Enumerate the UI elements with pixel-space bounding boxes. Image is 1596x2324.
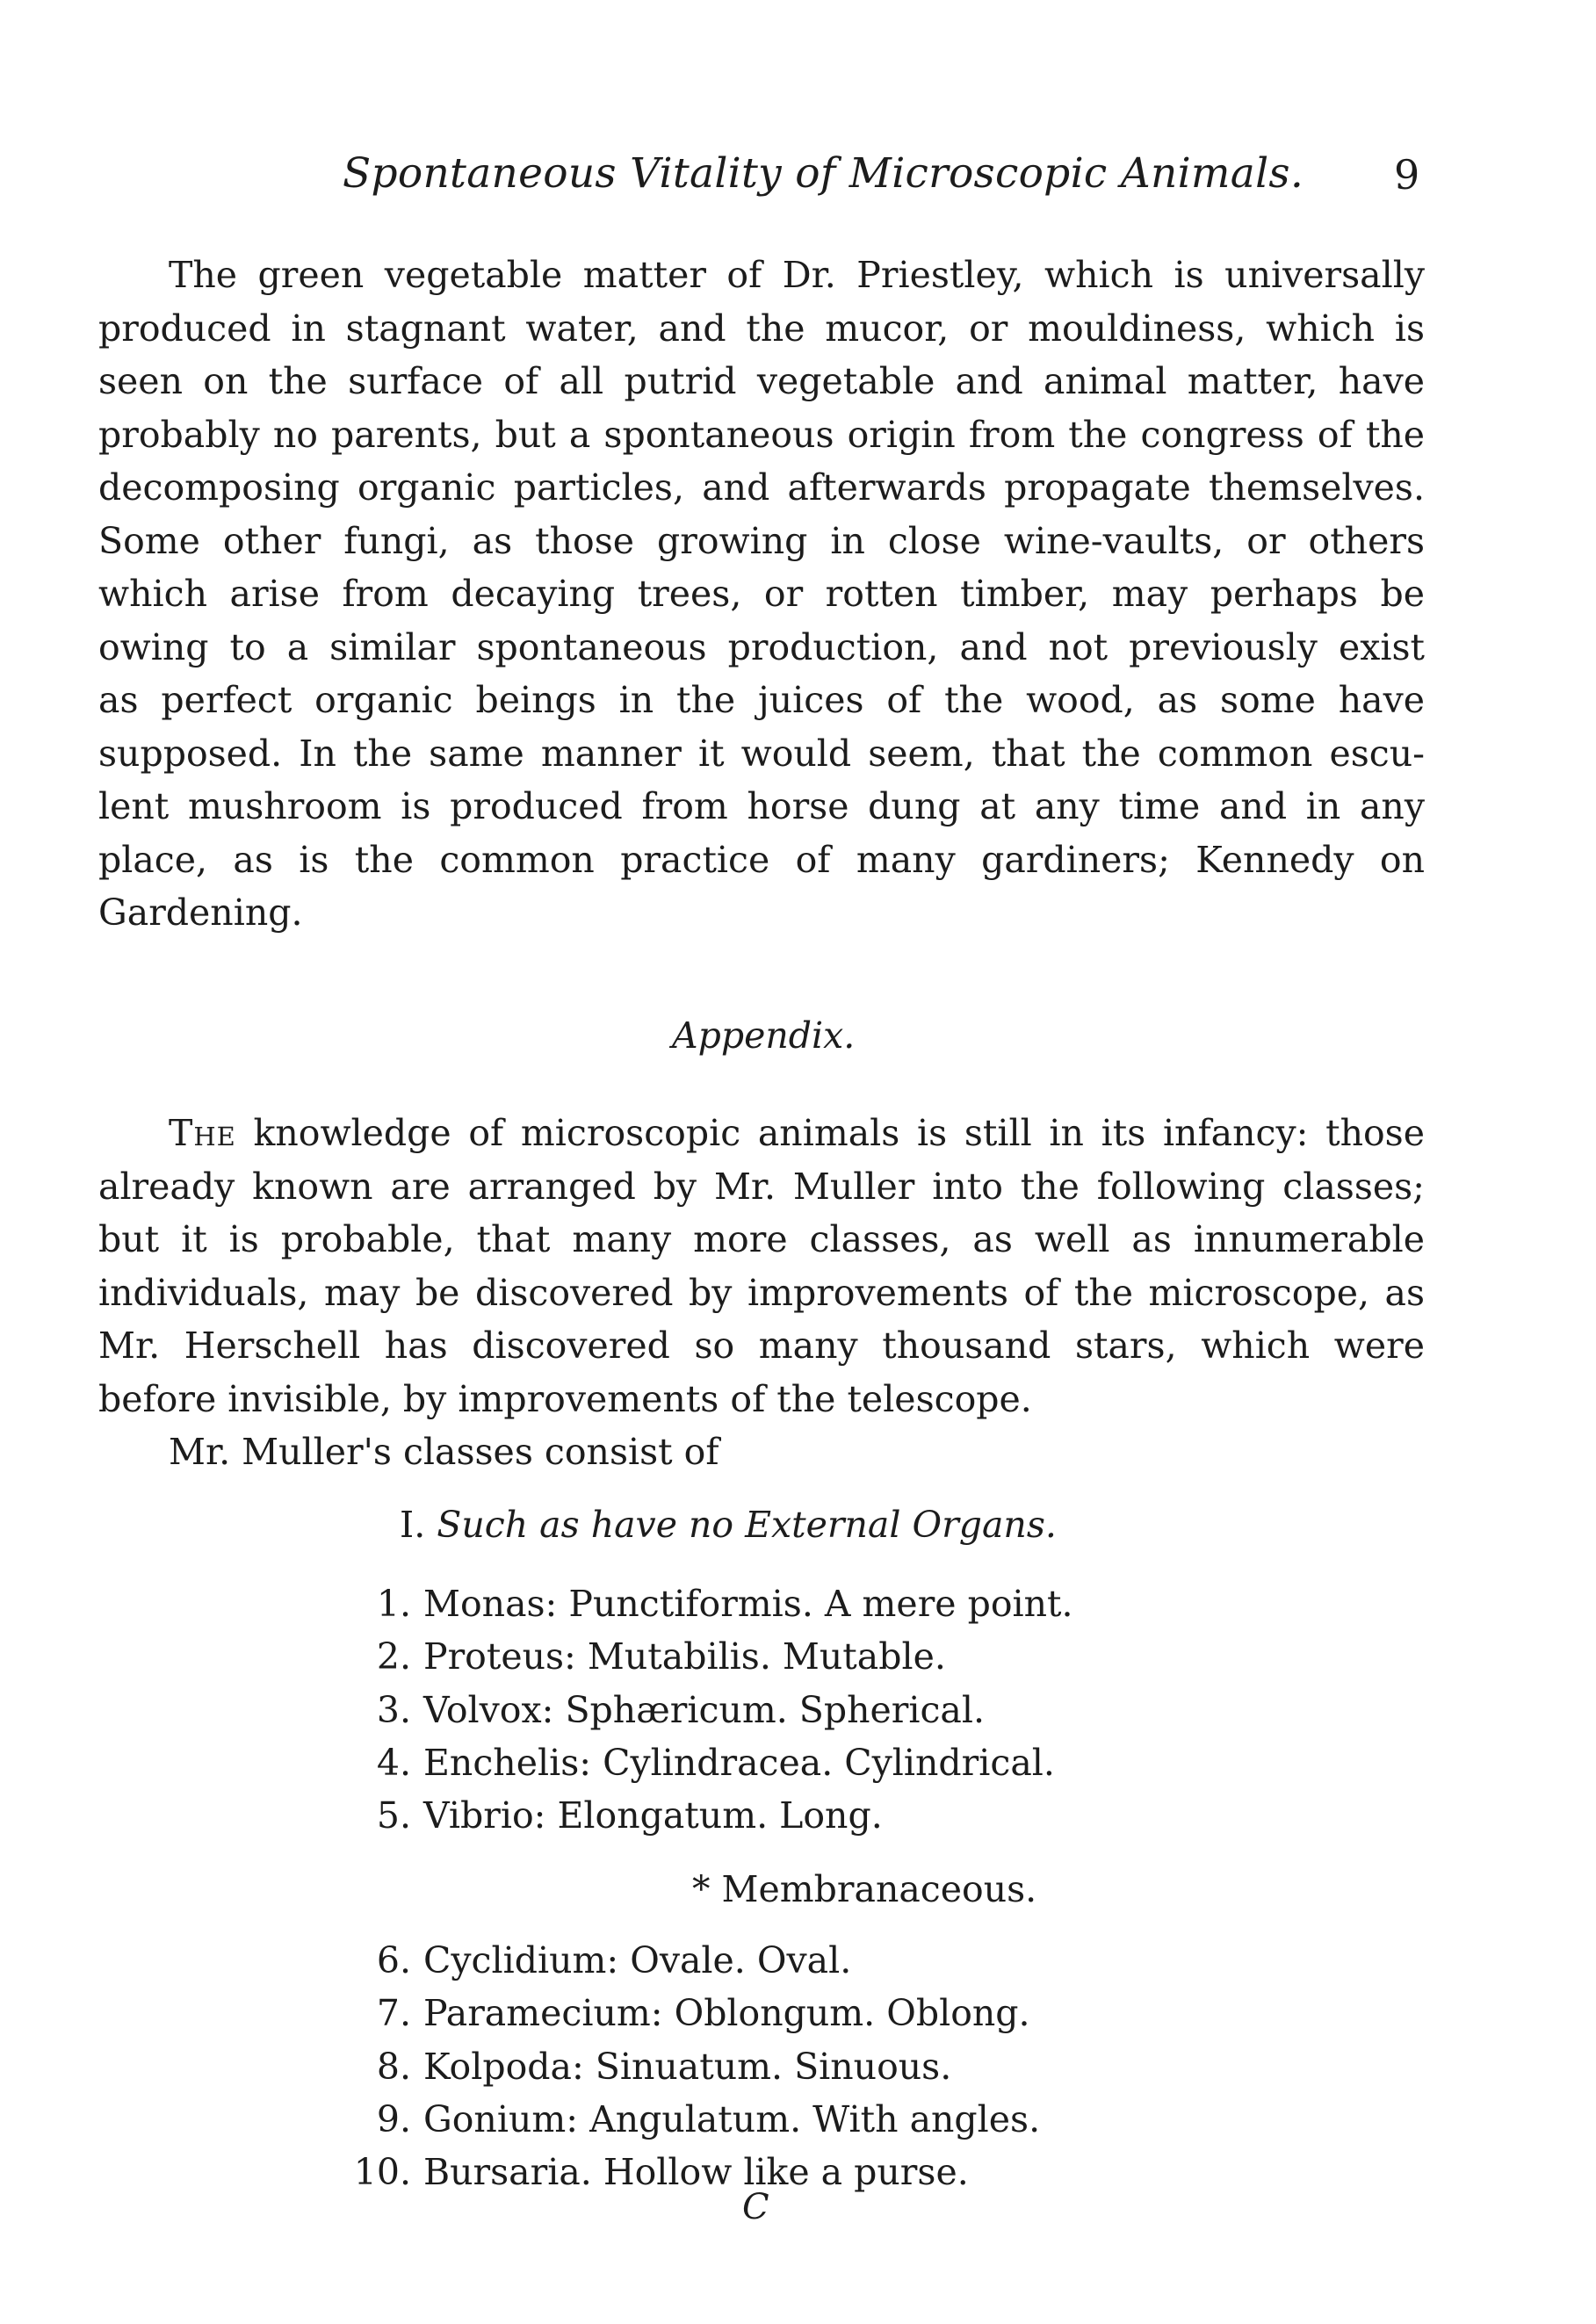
- text-line-rest: knowledge of microscopic animals is still in its infancy: those: [235, 1112, 1425, 1154]
- list-text: Vibrio: Elongatum. Long.: [423, 1794, 883, 1837]
- text-line: produced in stagnant water, and the mucor, or mouldiness, which is: [98, 307, 1425, 350]
- paragraph-appendix: [98, 1107, 1425, 1479]
- list-text: Proteus: Mutabilis. Mutable.: [423, 1635, 946, 1678]
- classes-intro: Mr. Muller's classes consist of: [169, 1431, 719, 1473]
- text-line: The green vegetable matter of Dr. Priestley, which is universally: [169, 254, 1425, 296]
- list-number: 1.: [376, 1583, 411, 1625]
- text-line: before invisible, by improvements of the telescope.: [98, 1377, 1032, 1420]
- list-number: 4.: [376, 1741, 411, 1784]
- list-number: 5.: [376, 1794, 411, 1837]
- text-line: as perfect organic beings in the juices of the wood, as some have: [98, 679, 1425, 721]
- text-line: individuals, may be discovered by improvements of the microscope, as: [98, 1271, 1425, 1314]
- list-number: 7.: [376, 1992, 411, 2035]
- list-item: [351, 2146, 1040, 2198]
- list-text: Paramecium: Oblongum. Oblong.: [423, 1992, 1030, 2035]
- signature-mark: C: [742, 2187, 769, 2227]
- list-text: Monas: Punctiformis. A mere point.: [423, 1583, 1073, 1625]
- text-line: decomposing organic particles, and afterwards propagate themselves.: [98, 466, 1425, 509]
- list-number: 9.: [376, 2097, 411, 2140]
- list-text: Enchelis: Cylindracea. Cylindrical.: [423, 1741, 1055, 1784]
- text-line: Mr. Herschell has discovered so many thousand stars, which were: [98, 1324, 1425, 1367]
- text-line: Some other fungi, as those growing in close wine-vaults, or others: [98, 519, 1425, 562]
- text-line: but it is probable, that many more classes, as well as innumerable: [98, 1218, 1425, 1260]
- text-line: probably no parents, but a spontaneous origin from the congress of the: [98, 413, 1425, 456]
- species-list-1: [351, 1577, 1073, 1842]
- text-line: lent mushroom is produced from horse dung at any time and in any: [98, 785, 1425, 827]
- page-number: 9: [1394, 151, 1420, 198]
- list-number: 3.: [376, 1688, 411, 1731]
- list-text: Kolpoda: Sinuatum. Sinuous.: [423, 2045, 952, 2088]
- species-list-2: [351, 1934, 1040, 2198]
- list-item: [351, 1789, 1073, 1842]
- text-line: owing to a similar spontaneous production, and not previously exist: [98, 625, 1425, 668]
- list-number: 10.: [353, 2151, 411, 2194]
- list-item: [351, 1934, 1040, 1987]
- list-item: [351, 1987, 1040, 2039]
- appendix-heading: Appendix.: [672, 1014, 856, 1057]
- text-line: Gardening.: [98, 891, 303, 934]
- text-line: which arise from decaying trees, or rotten timber, may perhaps be: [98, 573, 1425, 615]
- running-title: Spontaneous Vitality of Microscopic Animals.: [343, 149, 1304, 198]
- list-item: [351, 1736, 1073, 1789]
- list-number: 8.: [376, 2045, 411, 2088]
- list-number: 6.: [376, 1939, 411, 1981]
- class-numeral: I.: [400, 1504, 426, 1546]
- text-line: supposed. In the same manner it would seem, that the common escu-: [98, 732, 1425, 775]
- paragraph-spontaneous-origin: [98, 249, 1425, 940]
- text-line: place, as is the common practice of many gardiners; Kennedy on: [98, 838, 1425, 881]
- list-item: [351, 2040, 1040, 2093]
- class-heading: [400, 1504, 1057, 1546]
- list-item: [351, 1577, 1073, 1630]
- membranaceous-heading: * Membranaceous.: [692, 1868, 1037, 1910]
- list-text: Bursaria. Hollow like a purse.: [423, 2151, 969, 2194]
- text-line: [98, 1107, 1425, 1160]
- small-caps-first-word: The: [169, 1112, 236, 1154]
- class-title: Such as have no External Organs.: [437, 1504, 1057, 1546]
- list-text: Volvox: Sphæricum. Spherical.: [423, 1688, 986, 1731]
- list-item: [351, 1630, 1073, 1683]
- list-text: Cyclidium: Ovale. Oval.: [423, 1939, 852, 1981]
- list-number: 2.: [376, 1635, 411, 1678]
- list-item: [351, 1684, 1073, 1736]
- list-item: [351, 2093, 1040, 2146]
- list-text: Gonium: Angulatum. With angles.: [423, 2097, 1041, 2140]
- text-line: seen on the surface of all putrid vegetable and animal matter, have: [98, 360, 1425, 402]
- text-line: already known are arranged by Mr. Muller into the following classes;: [98, 1165, 1425, 1208]
